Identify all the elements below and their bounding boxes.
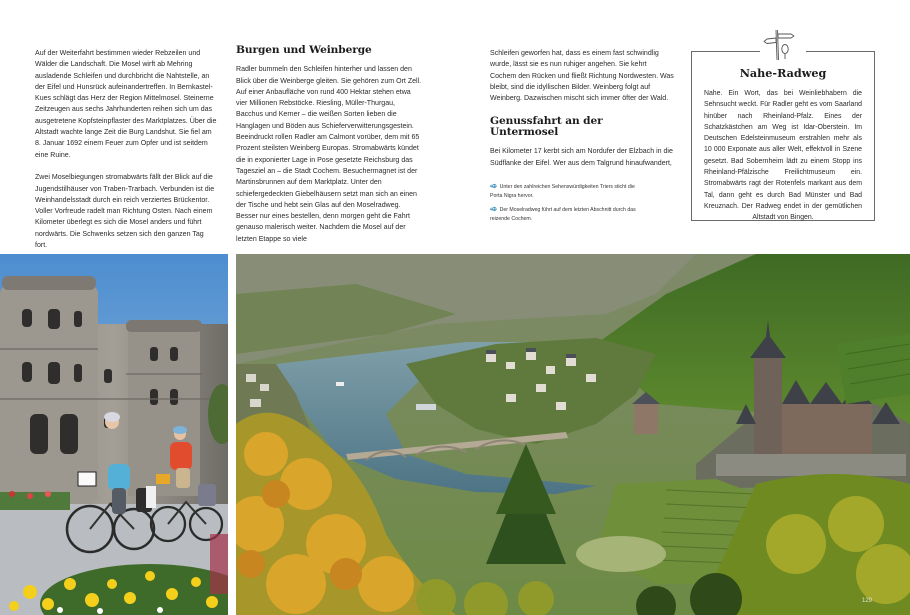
caption-text: Unter den zahlreichen Sehenswürdigkeiten Triers sticht die Porta Nigra hervor. — [490, 184, 635, 199]
text-column-left — [35, 48, 217, 263]
text-column-middle — [236, 45, 422, 256]
signpost-icon — [761, 26, 797, 62]
photo-captions — [490, 183, 640, 229]
body-paragraph: Zwei Moselbiegungen stromabwärts fällt der Blick auf die Jugendstilhäuser von Traben-Trarbach. Verbunden ist die Weinhandelsstadt durch ein reich verziertes Brückentor. Voller Vorfreude radelt man Richtung Osten. Nach einem Kilometer überlegt es sich die Mosel anders und führt nordwärts. Die Schwenks setzen sich den ganzen Tag fort. — [35, 174, 215, 250]
photo-direction-icon: ⬲ — [490, 207, 497, 214]
body-paragraph: Auf der Weiterfahrt bestimmen wieder Rebzeilen und Wälder die Landschaft. Die Mosel wirft ab Mehring ausladende Schleifen und durchbricht die Nahtstelle, an der Eifel und Hunsrück aufeinandertreffen. In Bernkastel-Kues schlägt das Herz der Region Mittelmosel. Steinerne Zeitzeugen aus sechs Jahrhunderten reihen sich um das ausgetretene Kopfsteinpflaster des Marktplatzes. Über die Altstadt wachte lange Zeit die Burg Landshut. Sie fiel am 8. Januar 1692 einem Feuer zum Opfer und ist seitdem eine Ruine. — [35, 50, 217, 159]
text-column-right — [490, 48, 674, 180]
caption-item — [490, 183, 640, 200]
page-number: 129 — [862, 598, 873, 604]
photo-direction-icon: ⬲ — [490, 184, 497, 190]
sidebar-box — [691, 51, 875, 221]
body-paragraph: Radler bummeln den Schleifen hinterher und lassen den Blick über die Weinberge gleiten. Sie gehören zum Ort Zell. Auf einer Anbaufläche von rund 400 Hektar stehen etwa vier Millionen Rebstöcke. Riesling, Müller-Thurgau, Bacchus und Kerner – die weißen Sorten lieben die Hanglagen und Böden aus Schieferverwitterungsgestein. Beeindruckt rollen Radler am Calmont vorüber, dem mit 65 Prozent steilsten Weinberg Europas. Stromabwärts kündet die in exponierter Lage in Pose gesetzte Reichsburg das Tagesziel an – die Stadt Cochem. Besuchermagnet ist der Martinsbrunnen auf dem Marktplatz. Unter den schiefergedeckten Giebelhäusern setzt man sich an einen der Tische und hebt sein Glas auf den Moselradweg. Besser nur eines bestellen, denn morgen geht die Fahrt genauso malerisch weiter. Nachdem die Mosel auf der letzten Etappe so viele — [236, 66, 422, 243]
caption-text: Der Moselradweg führt auf dem letzten Abschnitt durch das reizende Cochem. — [490, 207, 636, 222]
section-heading: Burgen und Weinberge — [236, 44, 372, 56]
caption-item — [490, 206, 640, 223]
photo-cochem-panorama — [236, 254, 910, 615]
sidebar-text: Nahe. Ein Wort, das bei Weinliebhabern die Sehnsucht weckt. Für Radler geht es vom Saarland hinüber nach Rheinland-Pfalz. Eines der Schatzkästchen am Weg ist Idar-Oberstein. Im Deutschen Edelsteinmuseum erstrahlen mehr als 10 000 Exponate aus aller Welt, effektvoll in Szene gesetzt. Bad Sobernheim lädt zu einem Stopp ins Rheinland-Pfälzische Freilichtmuseum ein. Stromabwärts ragt der Rotenfels markant aus dem Tal, dann geht es durch Bad Münster und Bad Kreuznach. Der Radweg endet in der gemütlichen Altstadt von Bingen. — [704, 90, 862, 222]
body-paragraph: Bei Kilometer 17 kerbt sich am Nordufer der Elzbach in die Südflanke der Eifel. Wer aus dem Talgrund hinaufwandert, — [490, 148, 673, 167]
photo-porta-nigra — [0, 254, 228, 615]
body-paragraph: Schleifen geworfen hat, dass es einem fast schwindlig wurde, lässt sie es nun ruhiger angehen. Sie kehrt Cochem den Rücken und fließt Richtung Nordwesten. Was bleibt, sind die idyllischen Bilder. Weinberg folgt auf Weinberg. Dazwischen mischt sich immer öfter der Wald. — [490, 50, 674, 103]
sidebar-title: Nahe-Radweg — [739, 66, 827, 80]
section-heading: Genussfahrt an der Untermosel — [490, 114, 603, 139]
